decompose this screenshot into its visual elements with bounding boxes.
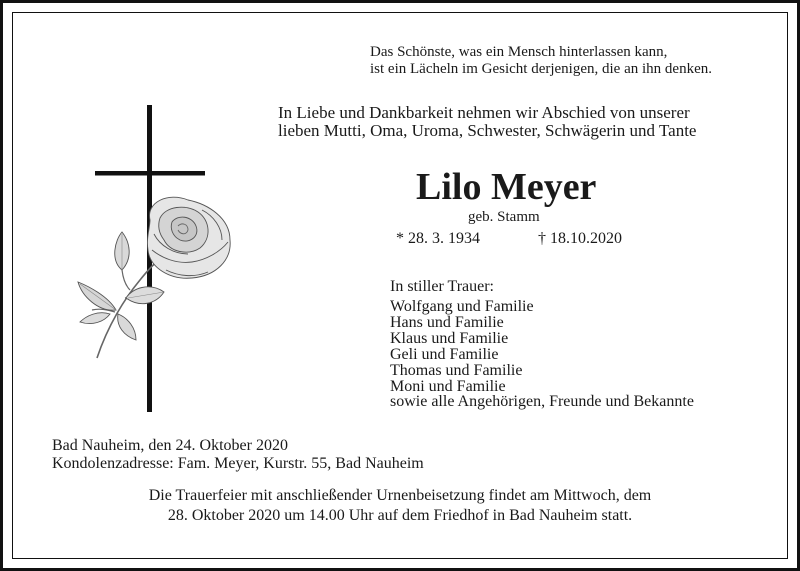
cross-rose-illustration (70, 100, 245, 415)
funeral-line-2: 28. Oktober 2020 um 14.00 Uhr auf dem Friedhof in Bad Nauheim statt. (167, 507, 633, 524)
mourner-item: Moni und Familie (390, 377, 506, 395)
death-date: † 18.10.2020 (538, 230, 622, 247)
place-date: Bad Nauheim, den 24. Oktober 2020 (52, 437, 288, 454)
mourning-heading: In stiller Trauer: (390, 278, 494, 295)
funeral-line-1: Die Trauerfeier mit anschließender Urnenbeisetzung findet am Mittwoch, dem (148, 487, 652, 504)
maiden-name: geb. Stamm (468, 209, 540, 225)
mourners-list (390, 299, 694, 410)
condolence-address: Kondolenzadresse: Fam. Meyer, Kurstr. 55, Bad Nauheim (52, 455, 424, 472)
quote (370, 44, 712, 78)
mourner-item: Klaus und Familie (390, 329, 509, 347)
farewell-intro (278, 104, 696, 140)
mourner-item: sowie alle Angehörigen, Freunde und Bekannte (390, 393, 694, 411)
deceased-name: Lilo Meyer (416, 166, 597, 208)
funeral-notice (0, 486, 800, 526)
mourner-item: Geli und Familie (390, 345, 499, 363)
quote-line-1: Das Schönste, was ein Mensch hinterlassen kann, (370, 44, 668, 60)
intro-line-2: lieben Mutti, Oma, Uroma, Schwester, Schwägerin und Tante (278, 121, 697, 140)
quote-line-2: ist ein Lächeln im Gesicht derjenigen, die an ihn denken. (370, 61, 712, 77)
mourner-item: Wolfgang und Familie (390, 298, 534, 315)
intro-line-1: In Liebe und Dankbarkeit nehmen wir Abschied von unserer (278, 103, 690, 122)
mourner-item: Hans und Familie (390, 313, 504, 331)
birth-date: * 28. 3. 1934 (396, 230, 480, 247)
rose-icon (78, 197, 230, 358)
mourner-item: Thomas und Familie (390, 361, 523, 379)
